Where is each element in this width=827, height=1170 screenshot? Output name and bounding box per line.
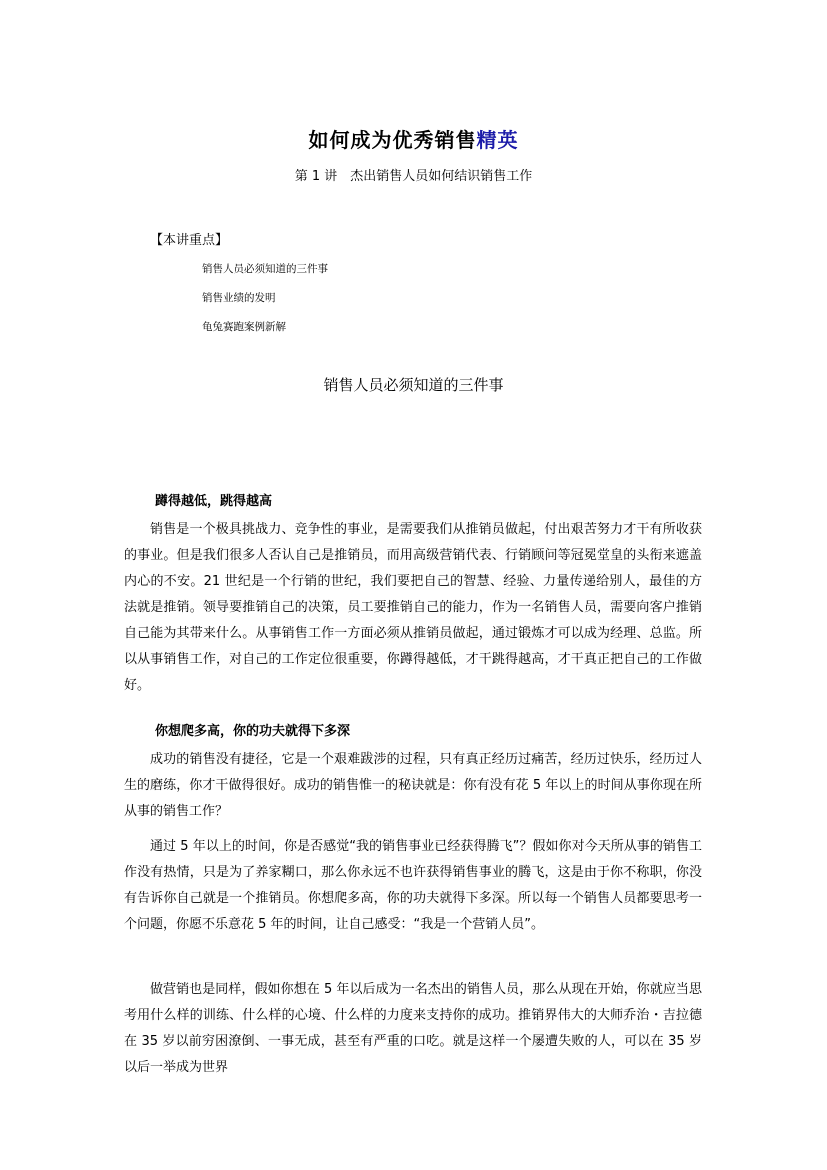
section-title: 销售人员必须知道的三件事	[323, 376, 504, 394]
body-paragraph: 成功的销售没有捷径，它是一个艰难跋涉的过程，只有真正经历过痛苦，经历过快乐，经历过人生的磨练，你才干做得很好。成功的销售惟一的秘诀就是：你有没有花 5 年以上的时间从事你现在所从事的销售工作？	[124, 752, 702, 819]
key-point-item: 销售业绩的发明	[202, 292, 276, 304]
lecture-subtitle: 第 1 讲 杰出销售人员如何结识销售工作	[294, 169, 533, 184]
document-title	[0, 124, 827, 153]
body-paragraph: 销售是一个极具挑战力、竞争性的事业，是需要我们从推销员做起，付出艰苦努力才干有所收获的事业。但是我们很多人否认自己是推销员，而用高级营销代表、行销顾问等冠冕堂皇的头衔来遮盖内心的不安。21 世纪是一个行销的世纪，我们要把自己的智慧、经验、力量传递给别人，最佳的方法就是推销。领导要推销自己的决策，员工要推销自己的能力，作为一名销售人员，需要向客户推销自己能为其带来什么。从事销售工作一方面必须从推销员做起，通过锻炼才可以成为经理、总监。所以从事销售工作，对自己的工作定位很重要，你蹲得越低，才干跳得越高，才干真正把自己的工作做好。	[124, 522, 702, 693]
title-main: 如何成为优秀销售	[308, 128, 477, 152]
title-accent: 精英	[476, 128, 519, 152]
sub-heading: 你想爬多高，你的功夫就得下多深	[155, 724, 351, 739]
key-point-item: 销售人员必须知道的三件事	[202, 263, 328, 275]
key-point-item: 龟兔赛跑案例新解	[202, 321, 286, 333]
key-points-heading: 【本讲重点】	[150, 233, 229, 248]
sub-heading: 蹲得越低，跳得越高	[155, 494, 273, 509]
body-paragraph: 做营销也是同样，假如你想在 5 年以后成为一名杰出的销售人员，那么从现在开始，你就应当思考用什么样的训练、什么样的心境、什么样的力度来支持你的成功。推销界伟大的大师乔治・吉拉德在 35 岁以前穷困潦倒、一事无成，甚至有严重的口吃。就是这样一个屡遭失败的人，可以在 35 岁以后一举成为世界	[124, 982, 702, 1075]
key-points-list	[202, 262, 328, 349]
body-paragraph: 通过 5 年以上的时间，你是否感觉“我的销售事业已经获得腾飞”？假如你对今天所从事的销售工作没有热情，只是为了养家糊口，那么你永远不也许获得销售事业的腾飞，这是由于你不称职，你没有告诉你自己就是一个推销员。你想爬多高，你的功夫就得下多深。所以每一个销售人员都要思考一个问题，你愿不乐意花 5 年的时间，让自己感受：“我是一个营销人员”。	[124, 839, 702, 932]
